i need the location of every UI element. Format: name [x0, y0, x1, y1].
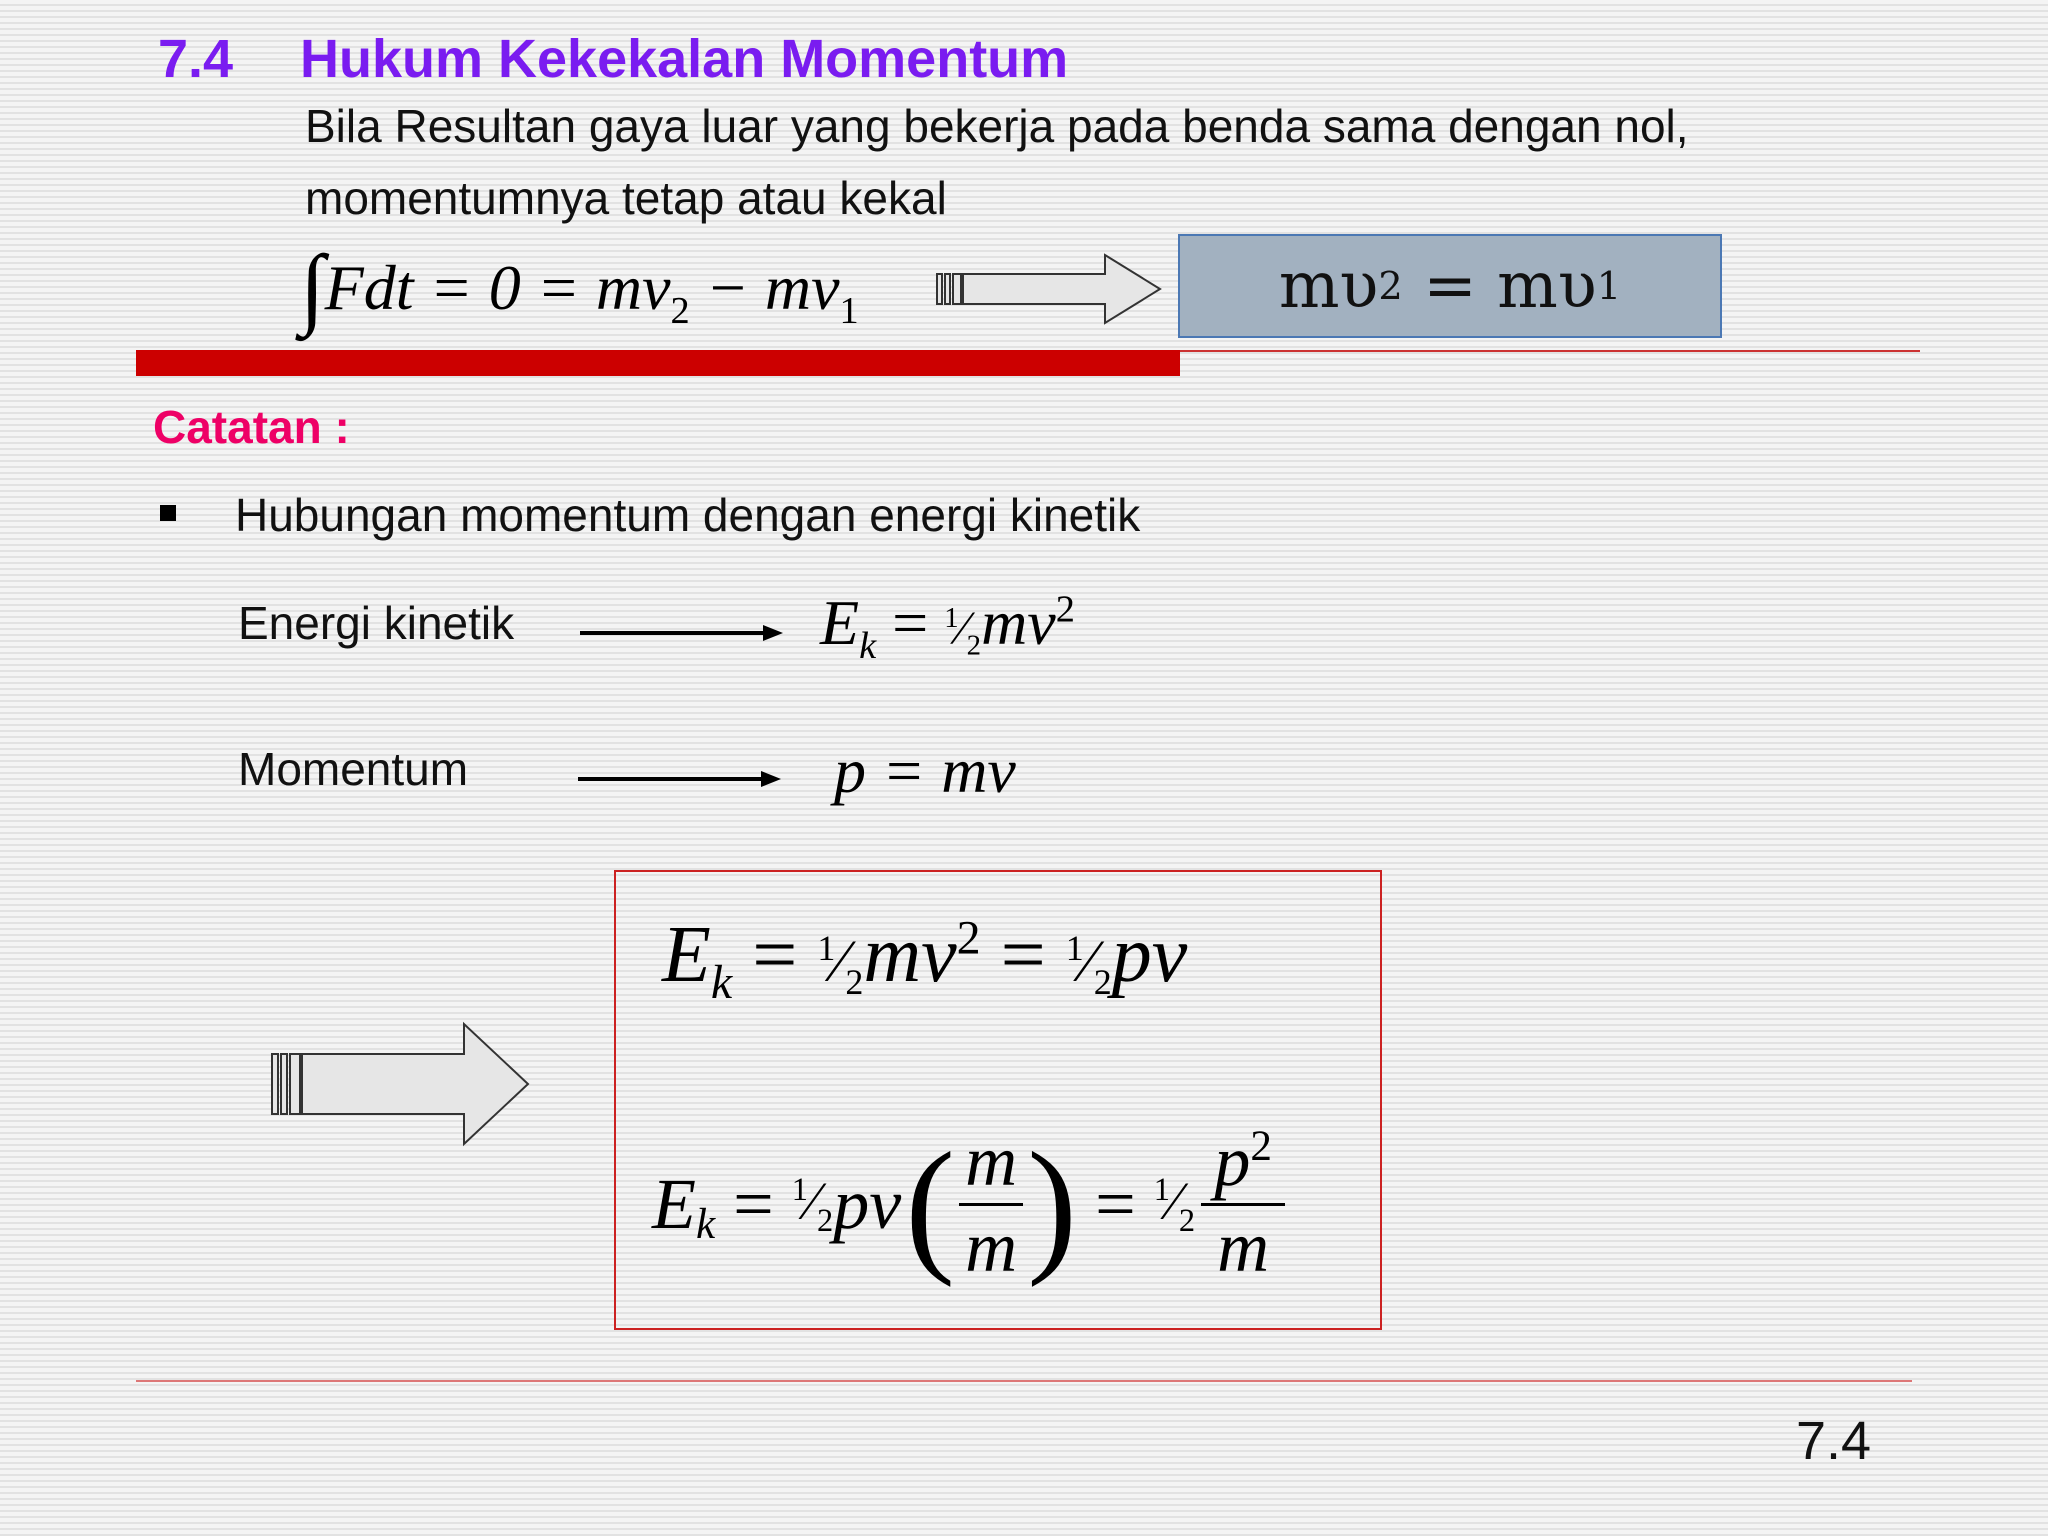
bullet-icon [160, 505, 176, 521]
right-paren: ) [1027, 1121, 1078, 1288]
result-box: mυ 2 = mυ 1 [1178, 234, 1722, 338]
bottom-divider [136, 1380, 1912, 1382]
intro-line-2: momentumnya tetap atau kekal [305, 172, 947, 224]
left-paren: ( [905, 1121, 956, 1288]
red-divider-bar [136, 350, 1180, 376]
momentum-formula: p = mv [834, 735, 1016, 806]
half-fraction: $^1⁄_2$ [1065, 928, 1112, 1002]
intro-line-1: Bila Resultan gaya luar yang bekerja pada benda sama dengan nol, [305, 100, 1689, 152]
arrow-icon [576, 764, 786, 794]
note-label: Catatan : [153, 401, 350, 453]
arrow-icon [578, 618, 788, 648]
p2-over-m-fraction: $p^2$ m [1201, 1120, 1285, 1289]
bullet-text: Hubungan momentum dengan energi kinetik [235, 489, 1141, 541]
page-number: 7.4 [1796, 1411, 1872, 1471]
integral-sign: ∫ [300, 238, 325, 337]
right-arrow-icon [935, 252, 1165, 326]
section-number: 7.4 [158, 29, 234, 89]
integral-equation: $\int Fdt = 0 = mv_2 - mv_1$ [300, 238, 859, 337]
box-formula-1: $E_k$ = $^1⁄_2mv^2$ = $^1⁄_2pv$ [662, 911, 1188, 1009]
kinetic-energy-formula: $E_k$ = $^1⁄_2mv^2$ [820, 587, 1075, 667]
m-over-m-fraction: m m [959, 1120, 1023, 1289]
slide-title: Hukum Kekekalan Momentum [300, 29, 1069, 89]
half-fraction: $^1⁄_2$ [1153, 1170, 1196, 1239]
half-fraction: $^1⁄_2$ [944, 602, 982, 662]
half-fraction: $^1⁄_2$ [791, 1170, 834, 1239]
kinetic-energy-label: Energi kinetik [238, 597, 515, 649]
box-formula-2: E $_k$ = $^1⁄_2$ pv ( m m ) = $^1⁄_2$ $p^2$ m [652, 1120, 1285, 1289]
red-divider-line [1180, 350, 1920, 352]
momentum-label: Momentum [238, 743, 469, 795]
right-arrow-icon [268, 1020, 533, 1148]
intro-text [305, 90, 1905, 234]
half-fraction: $^1⁄_2$ [817, 928, 864, 1002]
